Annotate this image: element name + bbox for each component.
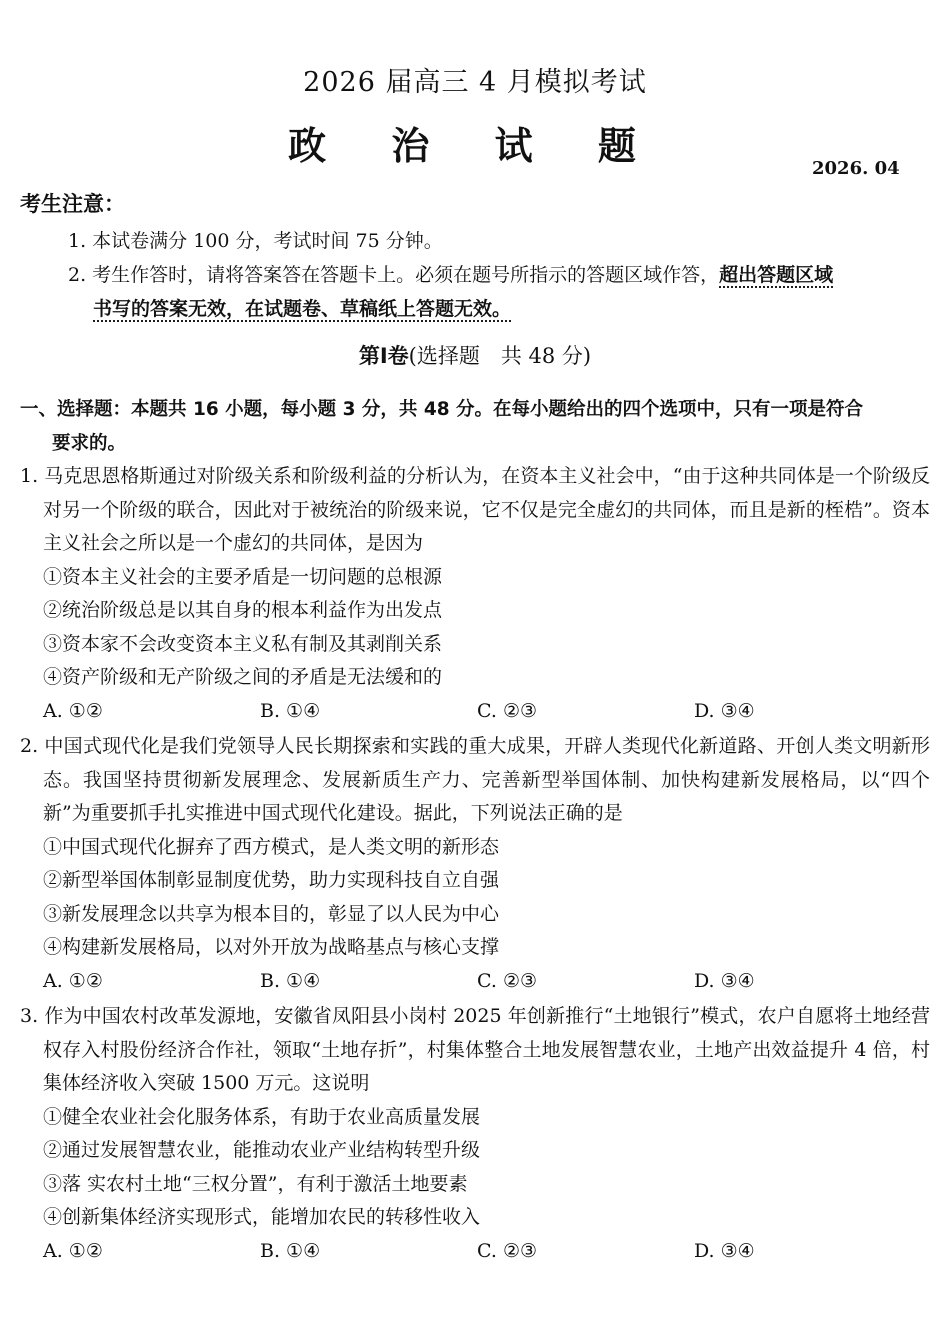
statement-option: ③新发展理念以共享为根本目的，彰显了以人民为中心 (43, 902, 500, 925)
statement-option: ③资本家不会改变资本主义私有制及其剥削关系 (43, 632, 443, 655)
notice-rule-1: 1. 本试卷满分 100 分，考试时间 75 分钟。 (68, 230, 443, 252)
choice-c: C. ②③ (477, 1239, 538, 1262)
exam-title: 政 治 试 题 (288, 124, 662, 168)
notice-rule-2-text: 2. 考生作答时，请将答案答在答题卡上。必须在题号所指示的答题区域作答， (68, 264, 720, 286)
statement-option: ①中国式现代化摒弃了西方模式，是人类文明的新形态 (43, 835, 500, 858)
choice-a: A. ①② (43, 969, 103, 992)
choice-d: D. ③④ (694, 969, 755, 992)
notice-rule-2-emphasis-b: 书写的答案无效，在试题卷、草稿纸上答题无效。 (93, 297, 512, 320)
choice-d: D. ③④ (694, 699, 755, 722)
choice-c: C. ②③ (477, 969, 538, 992)
section-line-2: 要求的。 (52, 432, 127, 454)
exam-date: 2026. 04 (812, 158, 900, 179)
answer-choices (20, 965, 930, 999)
question-stem: 3. 作为中国农村改革发源地，安徽省凤阳县小岗村 2025 年创新推行“土地银行”模式，农户自愿将土地经营权存入村股份经济合作社，领取“土地存折”，村集体整合土地发展智慧农业，土地产出效益提升 4 倍，村集体经济收入突破 1500 万元。这说明 (20, 1005, 930, 1094)
statement-option: ②通过发展智慧农业，能推动农业产业结构转型升级 (43, 1139, 481, 1161)
choice-c: C. ②③ (477, 699, 538, 722)
section-line-1: 一、选择题：本题共 16 小题，每小题 3 分，共 48 分。在每小题给出的四个选项中，只有一项是符合 (20, 399, 864, 420)
statement-option: ④构建新发展格局，以对外开放为战略基点与核心支撑 (43, 936, 500, 958)
choice-a: A. ①② (43, 1239, 103, 1262)
choice-a: A. ①② (43, 699, 103, 722)
statement-option: ②新型举国体制彰显制度优势，助力实现科技自立自强 (43, 869, 500, 891)
question-2 (20, 730, 930, 998)
statement-option: ③落 实农村土地“三权分置”，有利于激活土地要素 (43, 1172, 468, 1195)
statement-option: ④资产阶级和无产阶级之间的矛盾是无法缓和的 (43, 666, 443, 688)
question-stem: 1. 马克思恩格斯通过对阶级关系和阶级利益的分析认为，在资本主义社会中，“由于这种共同体是一个阶级反对另一个阶级的联合，因此对于被统治的阶级来说，它不仅是完全虚幻的共同体，而且是新的桎梏”。资本主义社会之所以是一个虚幻的共同体，是因为 (20, 465, 930, 554)
question-1 (20, 460, 930, 728)
statement-option: ①健全农业社会化服务体系，有助于农业高质量发展 (43, 1105, 481, 1128)
statement-option: ④创新集体经济实现形式，能增加农民的转移性收入 (43, 1206, 481, 1228)
part-note: (选择题 共 48 分) (408, 344, 592, 368)
choice-b: B. ①④ (260, 1239, 321, 1262)
notice-rule-2-emphasis-a: 超出答题区域 (719, 264, 834, 286)
part-title: 第Ⅰ卷 (358, 344, 409, 368)
choice-b: B. ①④ (260, 969, 321, 992)
notice-rule-2 (68, 259, 930, 326)
statement-option: ②统治阶级总是以其自身的根本利益作为出发点 (43, 599, 443, 621)
choice-b: B. ①④ (260, 699, 321, 722)
question-3 (20, 1000, 930, 1268)
answer-choices (20, 1235, 930, 1269)
exam-subtitle: 2026 届高三 4 月模拟考试 (303, 67, 647, 98)
choice-d: D. ③④ (694, 1239, 755, 1262)
statement-option: ①资本主义社会的主要矛盾是一切问题的总根源 (43, 565, 443, 588)
notice-heading: 考生注意： (20, 192, 125, 216)
question-stem: 2. 中国式现代化是我们党领导人民长期探索和实践的重大成果，开辟人类现代化新道路、开创人类文明新形态。我国坚持贯彻新发展理念、发展新质生产力、完善新型举国体制、加快构建新发展格局，以“四个新”为重要抓手扎实推进中国式现代化建设。据此，下列说法正确的是 (20, 735, 930, 824)
part-heading (0, 340, 950, 374)
section-instructions (20, 393, 930, 460)
answer-choices (20, 695, 930, 729)
